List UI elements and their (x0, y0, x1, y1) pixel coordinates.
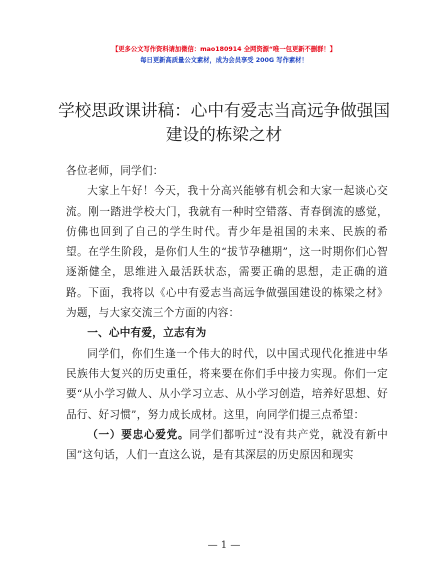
document-body (66, 161, 388, 465)
promo-line-2: 每日更新高质量公文素材，成为会员享受 200G 写作素材！ (140, 57, 308, 64)
page-number: — 1 — (207, 540, 241, 551)
subheading-1: （一）要忠心爱党。 (87, 428, 190, 441)
title-line-1: 学校思政课讲稿：心中有爱志当高远争做强国 (58, 101, 390, 120)
promo-banner (0, 45, 448, 66)
paragraph-intro: 大家上午好！今天，我十分高兴能够有机会和大家一起谈心交流。刚一踏进学校大门，我就有一种时空错落、青春倒流的感觉，仿佛也回到了自己的学生时代。青少年是祖国的未来、民族的希望。在学生阶段，是你们人生的“拔节孕穗期”，这一时期你们心智逐渐健全，思维进入最活跃状态，需要正确的思想，走正确的道路。下面，我将以《心中有爱志当高远争做强国建设的栋梁之材》为题，与大家交流三个方面的内容： (66, 185, 388, 320)
title-line-2: 建设的栋梁之材 (165, 125, 283, 144)
paragraph-point-1-text: 同学们都听过“没有共产党，就没有新中国”这句话，人们一直这么说，是有其深层的历史原因和现实 (66, 428, 389, 462)
document-title (40, 99, 408, 147)
paragraph-section-1: 同学们，你们生逢一个伟大的时代，以中国式现代化推进中华民族伟大复兴的历史重任，将来要在你们手中接力实现。你们一定要“从小学习做人、从小学习立志、从小学习创造，培养好思想、好品行、好习惯”，努力成长成材。这里，向同学们提三点希望： (66, 347, 388, 421)
paragraph-point-1 (66, 425, 388, 466)
promo-line-1: 【更多公文写作资料请加微信：mao180914 全网资源“唯一包更新不删群！】 (111, 46, 337, 53)
salutation: 各位老师，同学们： (66, 165, 164, 177)
section-heading-1: 一、心中有爱，立志有为 (87, 327, 207, 340)
